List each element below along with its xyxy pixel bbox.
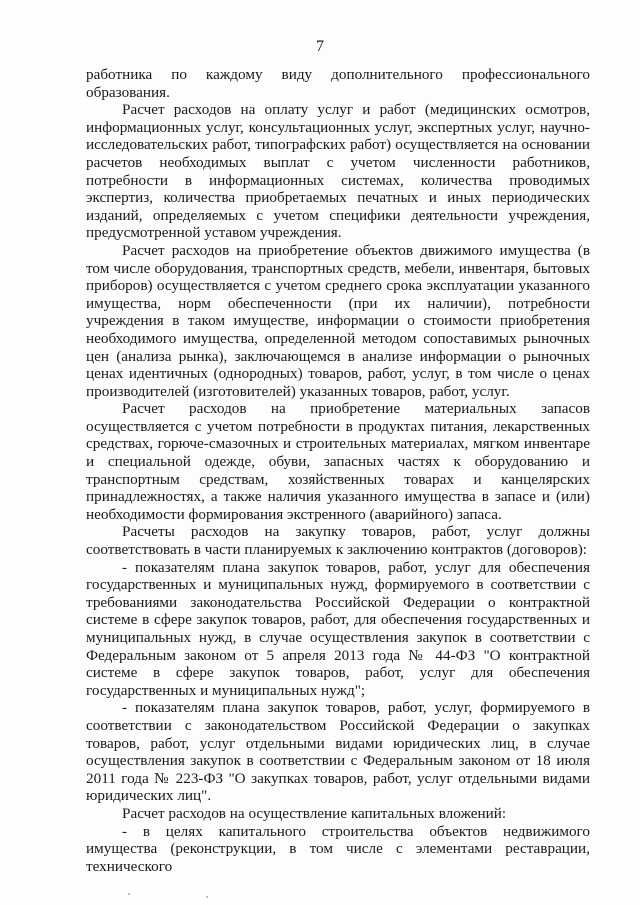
- list-item-capital-construction: - в целях капитального строительства объектов недвижимого имущества (реконструкции, в том числе с элементами реставрации, технического: [86, 822, 590, 875]
- scan-speck: [128, 893, 130, 895]
- scan-speck: [206, 896, 208, 898]
- paragraph-capital-investments: Расчет расходов на осуществление капитальных вложений:: [122, 804, 507, 822]
- list-item-223fz: - показателям плана закупок товаров, работ, услуг, формируемого в соответствии с законодательством Российской Федерации о закупках товаров, работ, услуг отдельными видами юридических лиц, в случае осуществления закупок в соответствии с Федеральным законом от 18 июля 2011 года № 223-ФЗ "О закупках товаров, работ, услуг отдельными видами юридических лиц".: [86, 699, 590, 805]
- paragraph-procurement-costs: Расчеты расходов на закупку товаров, работ, услуг должны соответствовать в части планируемых к заключению контрактов (договоров):: [86, 523, 590, 559]
- paragraph-continuation: работника по каждому виду дополнительного профессионального образования.: [86, 66, 590, 101]
- document-body: [86, 66, 590, 875]
- page-number: 7: [316, 38, 324, 55]
- paragraph-services-costs: Расчет расходов на оплату услуг и работ (медицинских осмотров, информационных услуг, консультационных услуг, экспертных услуг, научно-исследовательских работ, типографских работ) осуществляется на основании расчетов необходимых выплат с учетом численности работников, потребности в информационных системах, количества проводимых экспертиз, количества приобретаемых печатных и иных периодических изданий, определяемых с учетом специфики деятельности учреждения, предусмотренной уставом учреждения.: [86, 101, 590, 242]
- paragraph-movable-property-costs: Расчет расходов на приобретение объектов движимого имущества (в том числе оборудования, транспортных средств, мебели, инвентаря, бытовых приборов) осуществляется с учетом среднего срока эксплуатации указанного имущества, норм обеспеченности (при их наличии), потребности учреждения в таком имуществе, информации о стоимости приобретения необходимого имущества, определенной методом сопоставимых рыночных цен (анализа рынка), заключающемся в анализе информации о рыночных ценах идентичных (однородных) товаров, работ, услуг, в том числе о ценах производителей (изготовителей) указанных товаров, работ, услуг.: [86, 241, 590, 400]
- list-item-44fz: - показателям плана закупок товаров, работ, услуг для обеспечения государственных и муниципальных нужд, формируемого в соответствии с требованиями законодательства Российской Федерации о контрактной системе в сфере закупок товаров, работ, для обеспечения государственных и муниципальных нужд, в случае осуществления закупок в соответствии с Федеральным законом от 5 апреля 2013 года № 44-ФЗ "О контрактной системе в сфере закупок товаров, работ, услуг для обеспечения государственных и муниципальных нужд";: [86, 558, 590, 699]
- paragraph-material-stocks-costs: Расчет расходов на приобретение материальных запасов осуществляется с учетом потребности в продуктах питания, лекарственных средствах, горюче-смазочных и строительных материалах, мягком инвентаре и специальной одежде, обуви, запасных частях к оборудованию и транспортным средствам, хозяйственных товарах и канцелярских принадлежностях, а также наличия указанного имущества в запасе и (или) необходимости формирования экстренного (аварийного) запаса.: [86, 400, 590, 523]
